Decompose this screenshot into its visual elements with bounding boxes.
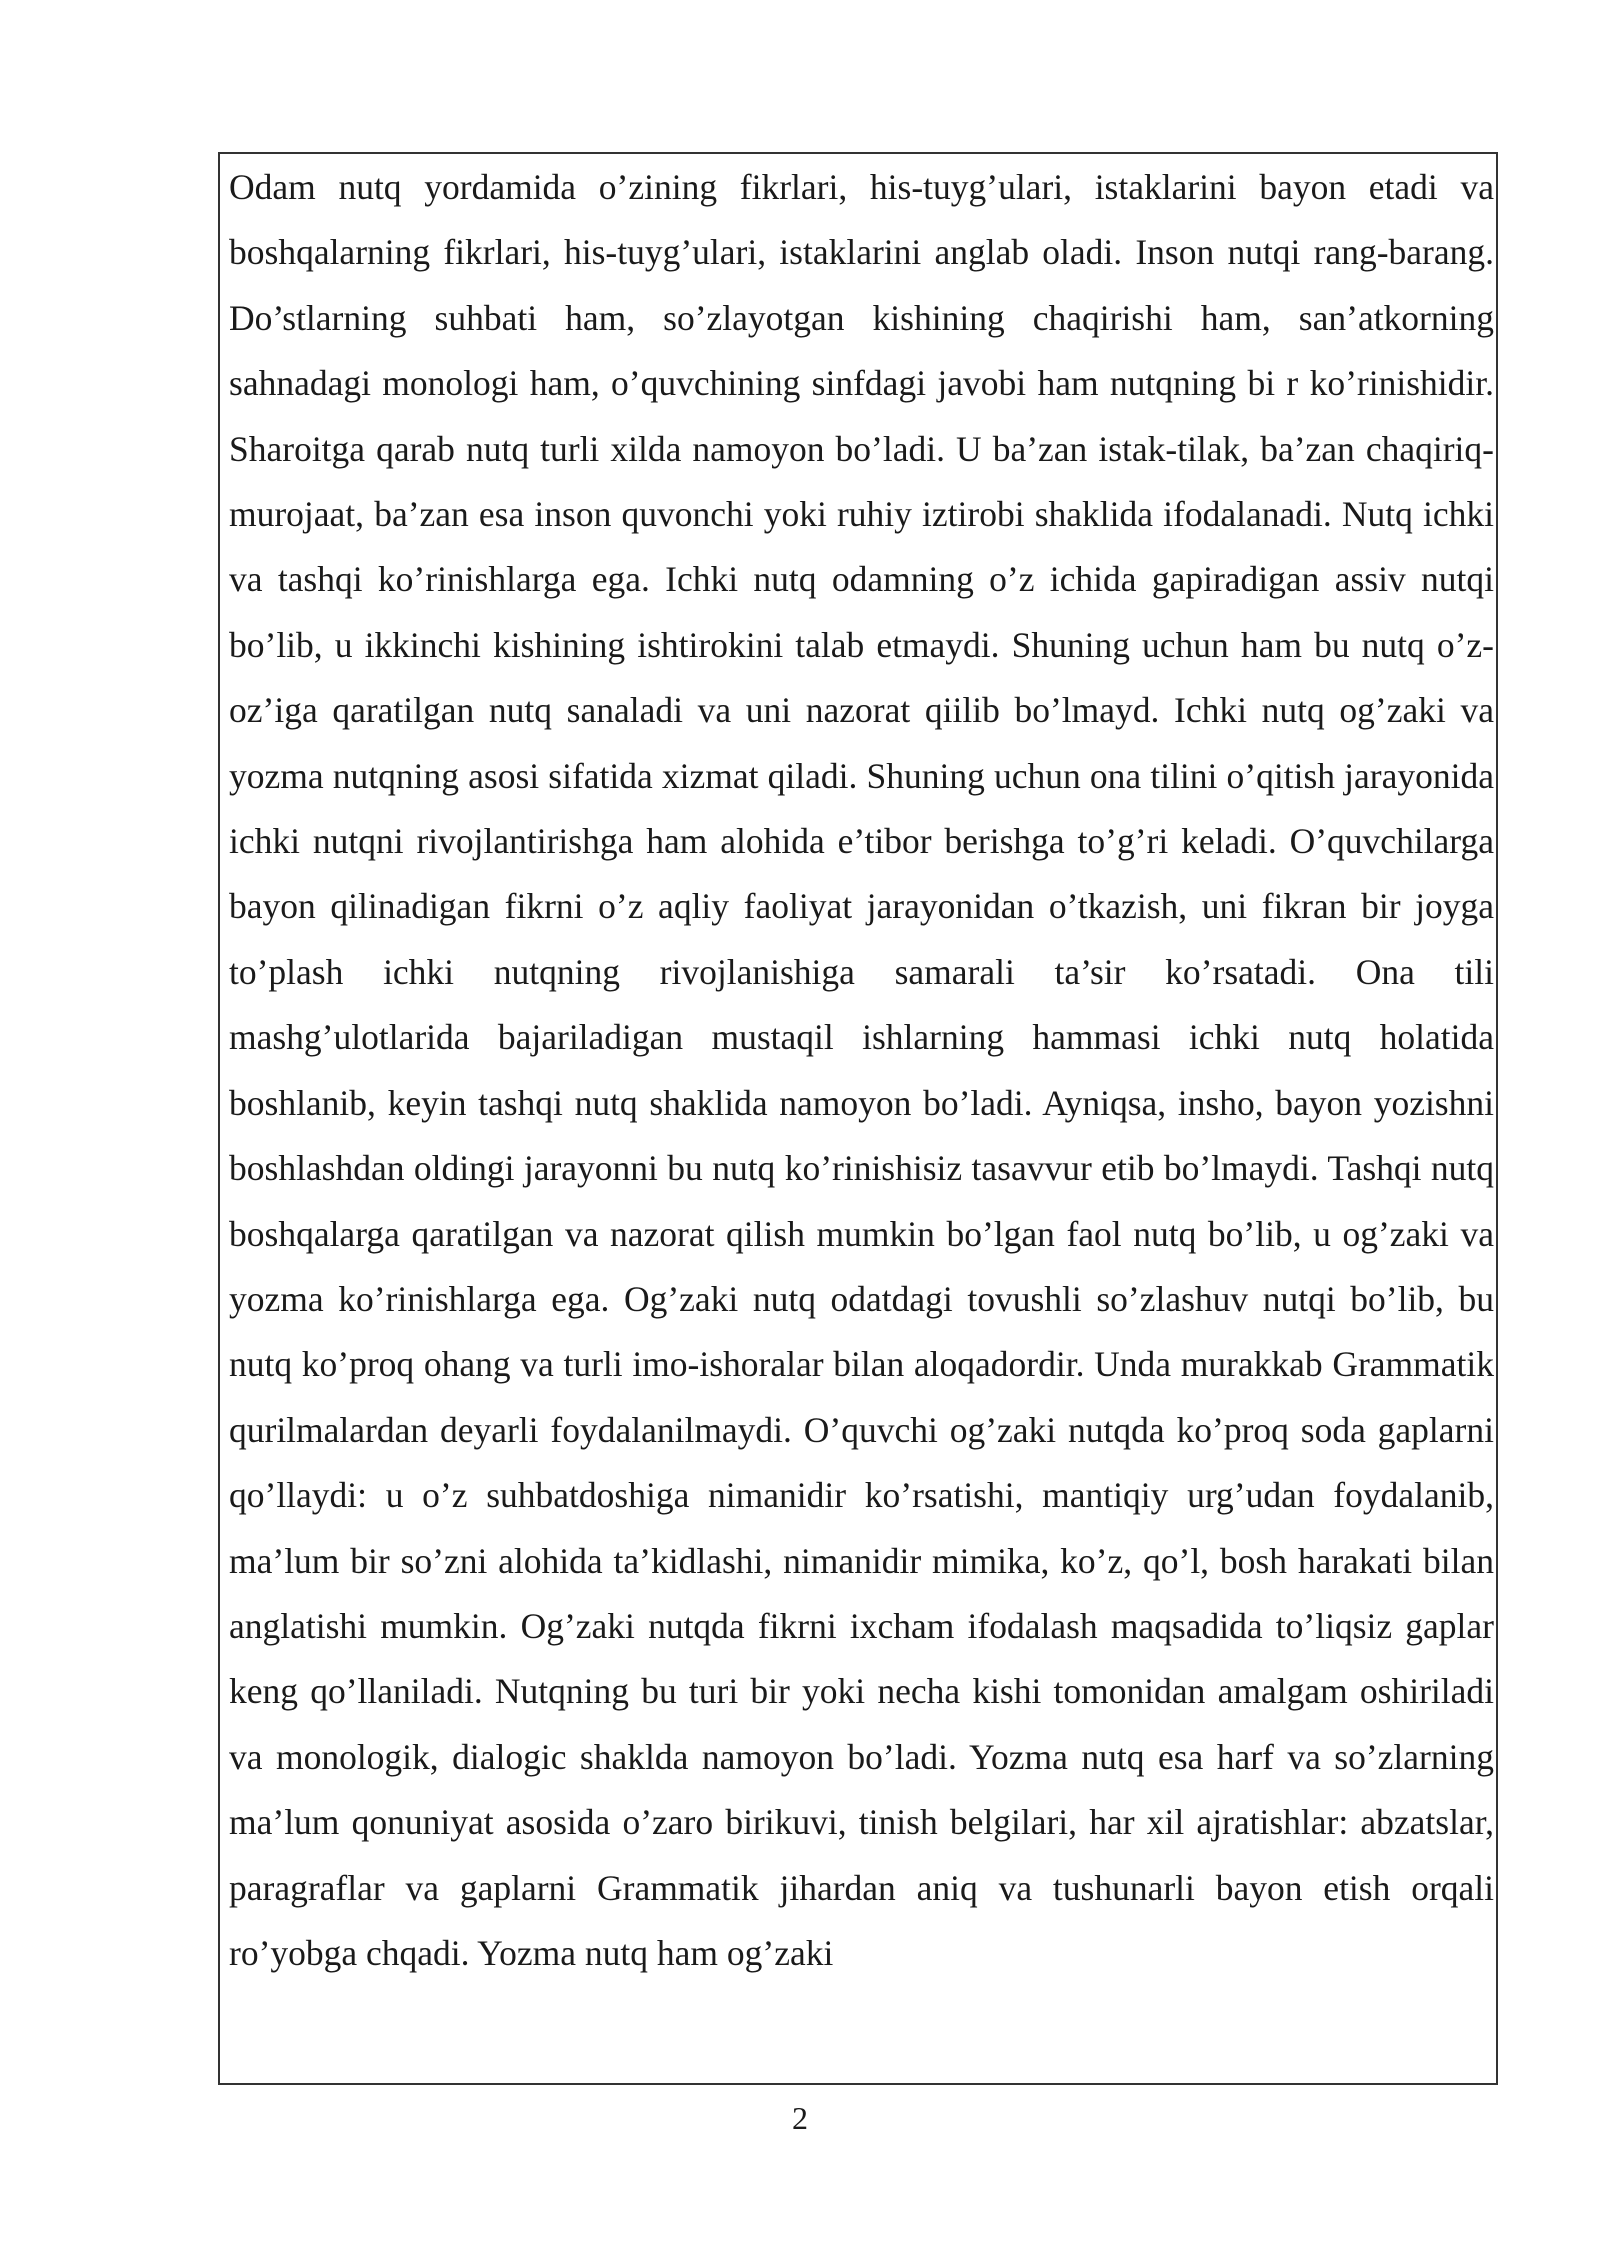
body-paragraph: Odam nutq yordamida o’zining fikrlari, his-tuyg’ulari, istaklarini bayon etadi va boshqalarning fikrlari, his-tuyg’ulari, istaklarini anglab oladi. Inson nutqi rang-barang. Do’stlarning suhbati ham, so’zlayotgan kishining chaqirishi ham, san’atkorning sahnadagi monologi ham, o’quvchining sinfdagi javobi ham nutqning bi r ko’rinishidir. Sharoitga qarab nutq turli xilda namoyon bo’ladi. U ba’zan istak-tilak, ba’zan chaqiriq- murojaat, ba’zan esa inson quvonchi yoki ruhiy iztirobi shaklida ifodalanadi. Nutq ichki va tashqi ko’rinishlarga ega. Ichki nutq odamning o’z ichida gapiradigan assiv nutqi bo’lib, u ikkinchi kishining ishtirokini talab etmaydi. Shuning uchun ham bu nutq o’z-oz’iga qaratilgan nutq sanaladi va uni nazorat qiilib bo’lmayd. Ichki nutq og’zaki va yozma nutqning asosi sifatida xizmat qiladi. Shuning uchun ona tilini o’qitish jarayonida ichki nutqni rivojlantirishga ham alohida e’tibor berishga to’g’ri keladi. O’quvchilarga bayon qilinadigan fikrni o’z aqliy faoliyat jarayonidan o’tkazish, uni fikran bir joyga to’plash ichki nutqning rivojlanishiga samarali ta’sir ko’rsatadi. Ona tili mashg’ulotlarida bajariladigan mustaqil ishlarning hammasi ichki nutq holatida boshlanib, keyin tashqi nutq shaklida namoyon bo’ladi. Ayniqsa, insho, bayon yozishni boshlashdan oldingi jarayonni bu nutq ko’rinishisiz tasavvur etib bo’lmaydi. Tashqi nutq boshqalarga qaratilgan va nazorat qilish mumkin bo’lgan faol nutq bo’lib, u og’zaki va yozma ko’rinishlarga ega. Og’zaki nutq odatdagi tovushli so’zlashuv nutqi bo’lib, bu nutq ko’proq ohang va turli imo-ishoralar bilan aloqadordir. Unda murakkab Grammatik qurilmalardan deyarli foydalanilmaydi. O’quvchi og’zaki nutqda ko’proq soda gaplarni qo’llaydi: u o’z suhbatdoshiga nimanidir ko’rsatishi, mantiqiy urg’udan foydalanib, ma’lum bir so’zni alohida ta’kidlashi, nimanidir mimika, ko’z, qo’l, bosh harakati bilan anglatishi mumkin. Og’zaki nutqda fikrni ixcham ifodalash maqsadida to’liqsiz gaplar keng qo’llaniladi. Nutqning bu turi bir yoki necha kishi tomonidan amalgam oshiriladi va monologik, dialogic shaklda namoyon bo’ladi. Yozma nutq esa harf va so’zlarning ma’lum qonuniyat asosida o’zaro birikuvi, tinish belgilari, har xil ajratishlar: abzatslar, paragraflar va gaplarni Grammatik jihardan aniq va tushunarli bayon etish orqali ro’yobga chqadi. Yozma nutq ham og’zaki bbox=[229, 167, 1494, 1973]
page-number: 2 bbox=[792, 2100, 808, 2136]
